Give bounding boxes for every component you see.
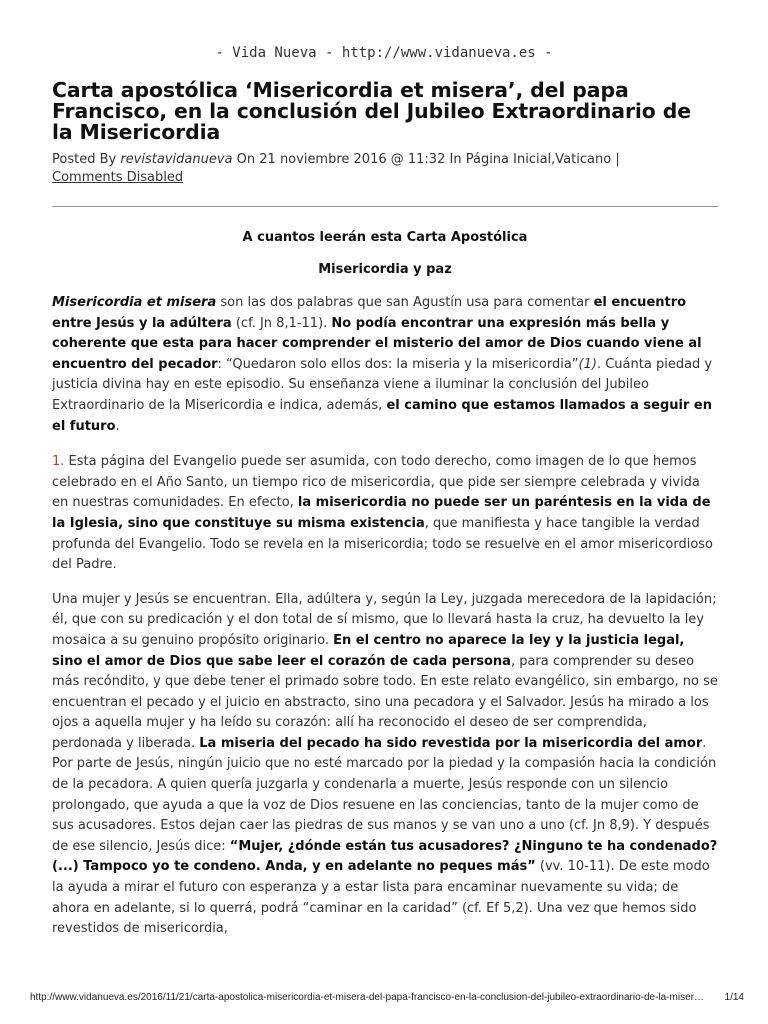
site-line: - Vida Nueva - http://www.vidanueva.es - [215,45,553,61]
meta-datetime: 21 noviembre 2016 @ 11:32 [259,152,446,167]
p1-s6: : “Quedaron solo ellos dos: la miseria y la misericordia” [217,356,579,372]
meta-pipe: | [615,152,620,167]
p1-s10: . [115,418,120,434]
p2-s2: la misericordia no puede ser un paréntesis en la vida de la Iglesia, sino que constituye su misma existencia [52,495,711,531]
meta-posted-by: Posted By [52,152,117,167]
article [52,80,718,940]
meta-categories[interactable]: Página Inicial,Vaticano [465,152,612,167]
p2-s3: , que manifiesta y hace tangible la verdad profunda del Evangelio. Todo se revela en la misericordia; todo se resuelve en el amor misericordioso del Padre. [52,515,714,573]
p1-s4: (cf. Jn 8,1-11). [231,315,332,331]
p3-s2: En el centro no aparece la ley y la justicia legal, sino el amor de Dios que sabe leer el corazón de cada persona [52,632,685,669]
p2-s1: Esta página del Evangelio puede ser asumida, con todo derecho, como imagen de lo que hemos celebrado en el Año Santo, un tiempo rico de misericordia, que pide ser siempre celebrada y vivida en nuestras comunidades. En efecto, [52,454,700,511]
p1-s5: No podía encontrar una expresión más bella y coherente que esta para hacer comprender el misterio del amor de Dios cuando viene al encuentro del pecador [52,315,702,372]
p1-s3: el encuentro entre Jesús y la adúltera [52,295,687,331]
p3-s7: (vv. 10-11). De este modo la ayuda a mirar el futuro con esperanza y a estar lista para encaminar nuevamente su vida; de ahora en adelante, si lo querrá, podrá “caminar en la caridad” (cf. Ef 5,2). Una vez que hemos sido revestidos de misericordia, [52,859,710,937]
meta-in: In [449,152,462,167]
page-number: 1/14 [724,992,744,1003]
meta-on: On [236,152,256,167]
paragraph-1 [52,452,718,576]
paragraph-2 [52,590,718,940]
print-url: http://www.vidanueva.es/2016/11/21/carta-apostolica-misericordia-et-misera-del-papa-francisco-en-la-conclusion-del-jubileo-extraordinario-de-la-miser… [30,992,704,1003]
p3-s1: Una mujer y Jesús se encuentran. Ella, adúltera y, según la Ley, juzgada merecedora de la lapidación; él, que con su predicación y el don total de sí mismo, que lo llevará hasta la cruz, ha devuelto la ley mosaica a su genuino propósito originario. [52,591,717,648]
p3-s5: . Por parte de Jesús, ningún juicio que no esté marcado por la piedad y la compasión hacia la condición de la pecadora. A quien quería juzgarla y condenarla a muerte, Jesús responde con un silencio prolongado, que ayuda a que la voz de Dios resuene en las conciencias, tanto de la mujer como de sus acusadores. Estos dejan caer las piedras de sus manos y se van uno a uno (cf. Jn 8,9). Y después de ese silencio, Jesús dice: [52,735,717,854]
p3-s3: , para comprender su deseo más recóndito, y que debe tener el primado sobre todo. En este relato evangélico, sin embargo, no se encuentran el pecado y el juicio en abstracto, sino una pecadora y el Salvador. Jesús ha mirado a los ojos a aquella mujer y ha leído su corazón: allí ha reconocido el deseo de ser comprendida, perdonada y liberada. [52,653,718,751]
article-title: Carta apostólica ‘Misericordia et misera’, del papa Francisco, en la conclusión del Jubileo Extraordinario de la Misericordia [52,78,691,144]
paragraph-number: 1. [52,454,65,470]
meta-author[interactable]: revistavidanueva [120,152,233,167]
separator [52,206,718,207]
p3-s4: La miseria del pecado ha sido revestida por la misericordia del amor [199,735,703,751]
comments-disabled-link[interactable]: Comments Disabled [52,170,184,185]
article-meta [52,151,718,187]
p1-s9: el camino que estamos llamados a seguir en el futuro [52,397,712,434]
p1-s8: . Cuánta piedad y justicia divina hay en este episodio. Su enseñanza viene a iluminar la conclusión del Jubileo Extraordinario de la Misericordia e indica, además, [52,356,713,413]
letter-subheading: Misericordia y paz [318,262,452,277]
letter-heading: A cuantos leerán esta Carta Apostólica [242,230,528,245]
p1-s1: Misericordia et misera [52,295,217,310]
footnote-ref[interactable]: (1) [578,356,597,372]
p1-s2: son las dos palabras que san Agustín usa para comentar [216,295,594,310]
paragraph-intro [52,293,718,437]
p3-s6: “Mujer, ¿dónde están tus acusadores? ¿Ninguno te ha condenado? (...) Tampoco yo te condeno. Anda, y en adelante no peques más” [52,838,718,875]
